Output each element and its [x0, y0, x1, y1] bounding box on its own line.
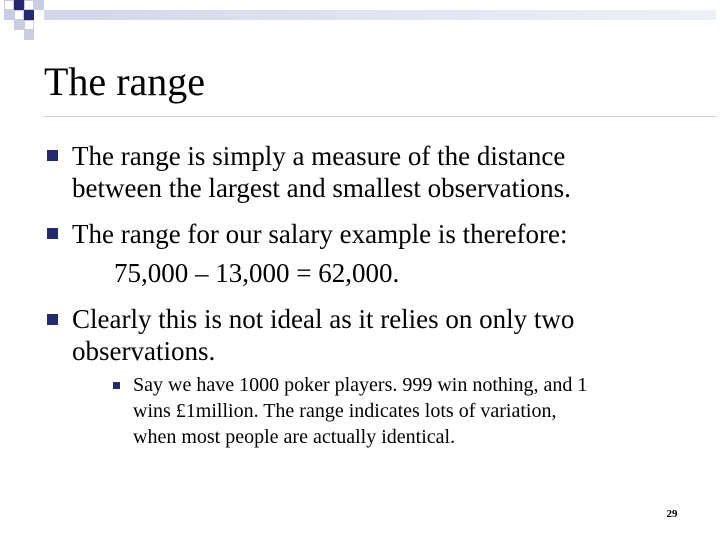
bullet-line: The range for our salary example is therefore:	[72, 219, 568, 249]
range-formula: 75,000 – 13,000 = 62,000.	[114, 258, 400, 288]
header-band	[44, 10, 716, 20]
page-number: 29	[666, 508, 678, 520]
corner-square	[24, 20, 34, 30]
sub-bullet-line: wins £1million. The range indicates lots of variation,	[133, 400, 557, 422]
corner-square	[24, 10, 34, 20]
bullet-square-icon	[47, 150, 58, 161]
corner-square	[14, 10, 24, 20]
corner-square	[24, 30, 34, 40]
bullet-square-icon	[47, 314, 58, 325]
title-divider	[44, 116, 716, 117]
sub-bullet-line: Say we have 1000 poker players. 999 win nothing, and 1	[133, 374, 588, 396]
bullet-line: between the largest and smallest observations.	[72, 173, 571, 203]
bullet-square-icon	[47, 228, 58, 239]
sub-bullet-square-icon	[113, 382, 120, 389]
corner-square	[24, 0, 34, 10]
corner-square	[4, 0, 14, 10]
corner-square	[34, 0, 44, 10]
bullet-line: The range is simply a measure of the distance	[72, 141, 566, 171]
corner-square	[14, 0, 24, 10]
corner-square	[4, 10, 14, 20]
bullet-line: Clearly this is not ideal as it relies on only two	[72, 304, 575, 334]
sub-bullet-line: when most people are actually identical.	[133, 426, 456, 448]
corner-square	[14, 20, 24, 30]
bullet-line: observations.	[72, 336, 216, 366]
slide-title: The range	[44, 59, 206, 104]
